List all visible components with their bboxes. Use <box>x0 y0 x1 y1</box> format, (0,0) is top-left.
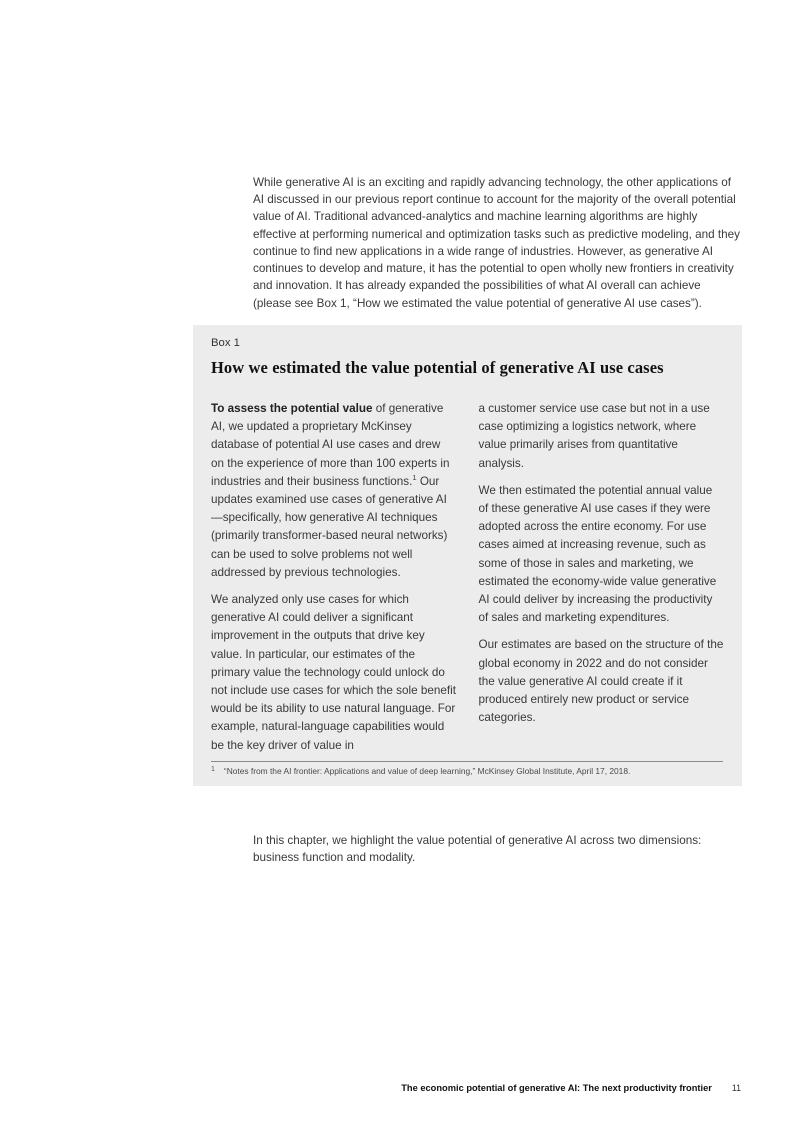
box-left-paragraph-2: We analyzed only use cases for which generative AI could deliver a significant improvement in the outputs that drive key value. In particular, our estimates of the primary value the technology could unlock do not include use cases for which the sole benefit would be its ability to use natural language. For example, natural-language capabilities would be the key driver of value in <box>211 593 456 752</box>
footer-page-number: 11 <box>731 1083 741 1093</box>
footnote-block <box>211 761 723 777</box>
lead-bold-text: To assess the potential value <box>211 402 373 415</box>
box-right-paragraph-3: Our estimates are based on the structure of the global economy in 2022 and do not consider the value generative AI could create if it produced entirely new product or service categories. <box>478 638 724 725</box>
box-label: Box 1 <box>211 337 240 349</box>
intro-paragraph: While generative AI is an exciting and rapidly advancing technology, the other applications of AI discussed in our previous report continue to account for the majority of the overall potential value of AI. Traditional advanced-analytics and machine learning algorithms are highly effective at performing numerical and optimization tasks such as predictive modeling, and they continue to find new applications in a wide range of industries. However, as generative AI continues to develop and mature, it has the potential to open wholly new frontiers in creativity and innovation. It has already expanded the possibilities of what AI overall can achieve (please see Box 1, “How we estimated the value potential of generative AI use cases”). <box>253 175 741 310</box>
lead-rest-text: of generative AI, we updated a proprietary McKinsey database of potential AI use cases and drew on the experience of more than 100 experts in industries and their business functions. <box>211 402 450 488</box>
box-title: How we estimated the value potential of generative AI use cases <box>211 358 664 377</box>
footnote-marker: 1 <box>211 766 215 773</box>
page-footer <box>0 1083 741 1093</box>
lead-after-text: Our updates examined use cases of generative AI—specifically, how generative AI techniques (primarily transformer-based neural networks) can be used to solve problems not well addressed by previous technologies. <box>211 474 448 579</box>
footnote-reference: 1 <box>412 472 417 482</box>
box-right-paragraph-1: a customer service use case but not in a use case optimizing a logistics network, where value primarily arises from quantitative analysis. <box>478 402 710 470</box>
box-1-panel <box>193 325 742 786</box>
footnote-text: “Notes from the AI frontier: Applications and value of deep learning,” McKinsey Global Institute, April 17, 2018. <box>223 766 631 776</box>
box-columns <box>211 400 724 764</box>
box-column-left <box>211 400 457 764</box>
box-left-paragraph-1 <box>211 400 457 582</box>
footer-report-title: The economic potential of generative AI: The next productivity frontier <box>401 1083 712 1093</box>
box-column-right <box>479 400 725 764</box>
closing-paragraph: In this chapter, we highlight the value potential of generative AI across two dimensions: business function and modality. <box>253 833 702 864</box>
box-right-paragraph-2: We then estimated the potential annual value of these generative AI use cases if they were adopted across the entire economy. For use cases aimed at increasing revenue, such as some of those in sales and marketing, we estimated the economy-wide value generative AI could deliver by increasing the productivity of sales and marketing expenditures. <box>478 483 717 625</box>
